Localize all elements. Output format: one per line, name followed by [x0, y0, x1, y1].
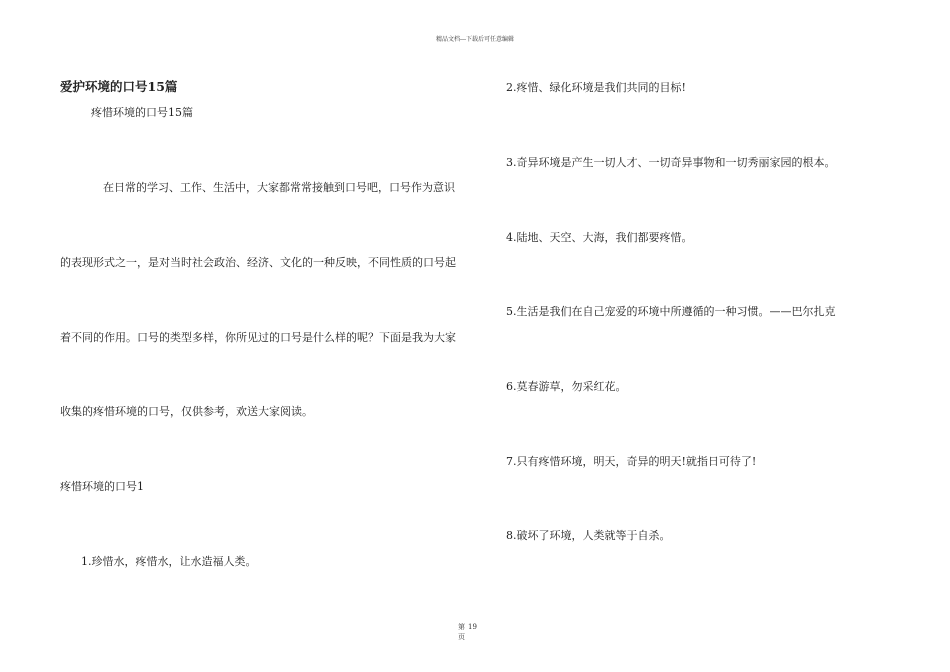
document-subtitle: 疼惜环境的口号15篇 [91, 106, 193, 119]
paragraph-line-4: 收集的疼惜环境的口号，仅供参考，欢送大家阅读。 [60, 405, 313, 418]
slogan-item-4: 4.陆地、天空、大海，我们都要疼惜。 [506, 231, 693, 244]
page-suffix: 页 [458, 633, 465, 641]
slogan-item-1: 1.珍惜水，疼惜水，让水造福人类。 [81, 555, 257, 568]
page-number-value: 19 [468, 623, 477, 631]
page-prefix: 第 [458, 623, 465, 631]
section-heading: 疼惜环境的口号1 [60, 480, 144, 493]
slogan-item-5: 5.生活是我们在自己宠爱的环境中所遵循的一种习惯。——巴尔扎克 [506, 305, 836, 318]
paragraph-line-3: 着不同的作用。口号的类型多样，你所见过的口号是什么样的呢？下面是我为大家 [60, 331, 456, 344]
slogan-item-7: 7.只有疼惜环境，明天，奇异的明天!就指日可待了! [506, 455, 757, 468]
slogan-item-3: 3.奇异环境是产生一切人才、一切奇异事物和一切秀丽家园的根本。 [506, 156, 836, 169]
paragraph-line-1: 在日常的学习、工作、生活中，大家都常常接触到口号吧，口号作为意识 [103, 181, 455, 194]
slogan-item-8: 8.破坏了环境，人类就等于自杀。 [506, 529, 671, 542]
slogan-item-2: 2.疼惜、绿化环境是我们共同的目标! [506, 81, 686, 94]
paragraph-line-2: 的表现形式之一，是对当时社会政治、经济、文化的一种反映，不同性质的口号起 [60, 256, 456, 269]
document-title: 爱护环境的口号15篇 [60, 79, 178, 94]
page-header: 精品文档---下载后可任意编辑 [435, 36, 515, 43]
page-number [458, 622, 477, 642]
slogan-item-6: 6.莫春游草，勿采红花。 [506, 380, 627, 393]
